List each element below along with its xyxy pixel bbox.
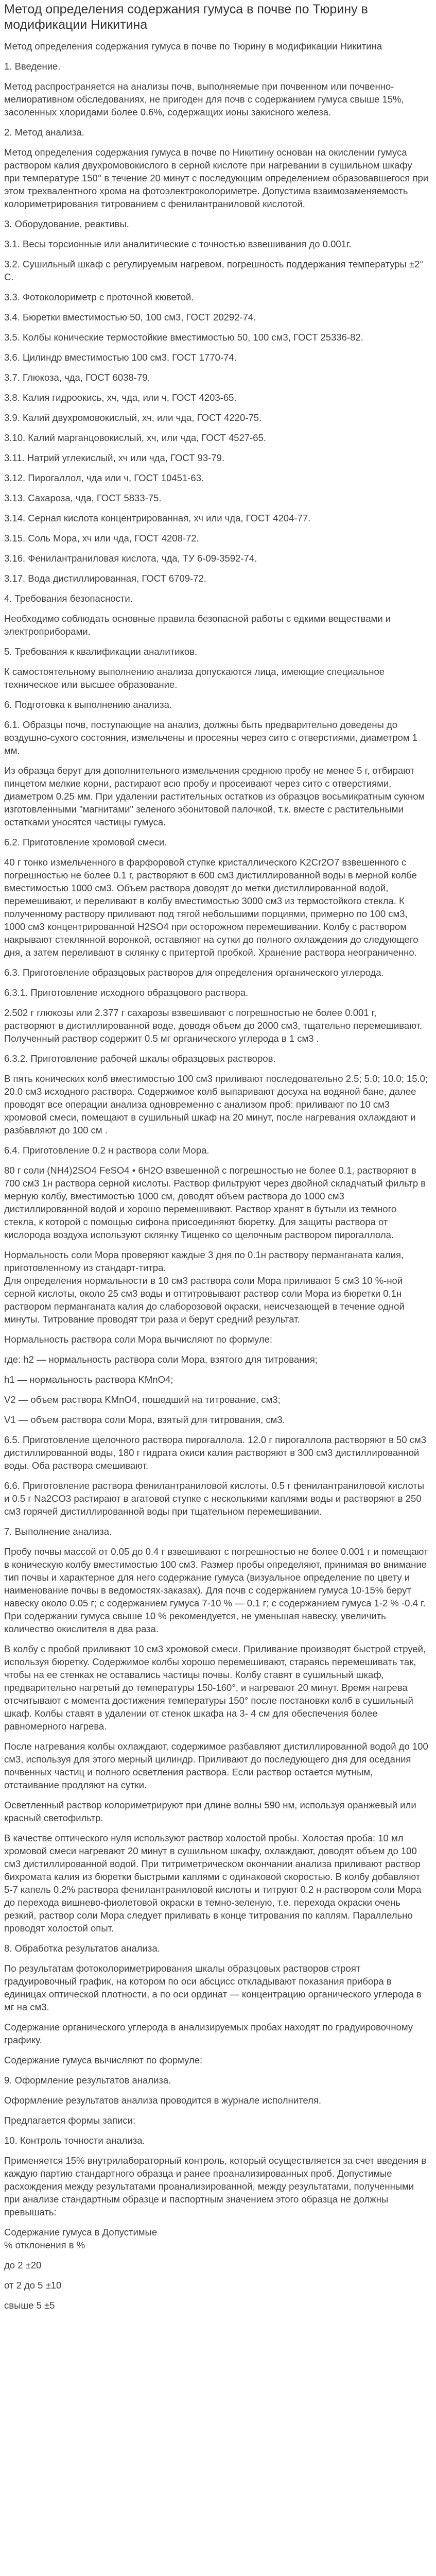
paragraph: Содержание гумуса в Допустимые % отклонения в % [4, 2227, 158, 2250]
paragraph: 1. Введение. [4, 61, 61, 72]
paragraph: В пять конических колб вместимостью 100 см3 приливают последовательно 2.5; 5.0; 10.0; 15.0; 20.0 см3 исходного раствора. Содержимое колб выпаривают досуха на водяной бане, далее проводят все операции анализа одновременно с анализом проб: приливают по 10 см3 хромовой смеси, помещают в сушильный шкаф на 20 минут, после нагревания охлаждают и разбавляют до 100 см . [4, 1073, 428, 1136]
document-body [4, 40, 429, 2312]
paragraph: 3.13. Сахароза, чда, ГОСТ 5833-75. [4, 493, 162, 503]
paragraph: до 2 ±20 [4, 2260, 42, 2270]
paragraph: Из образца берут для дополнительного измельчения среднюю пробу не менее 5 г, отбирают пинцетом мелкие корни, растирают всю пробу и просеивают через сито с отверстиями, диаметром 0.25 мм. При удалении растительных остатков из образцов восьмикратным сукном изготовленными "магнитами" зеленого эбонитовой палочкой, т.к. вместе с растительными остатками уносятся частицы гумуса. [4, 765, 425, 827]
paragraph: 9. Оформление результатов анализа. [4, 2075, 171, 2086]
paragraph: 3.12. Пирогаллол, чда или ч, ГОСТ 10451-63. [4, 472, 204, 483]
paragraph: свыше 5 ±5 [4, 2300, 55, 2311]
paragraph: 80 г соли (NH4)2SO4 FeSO4 • 6H2O взвешенной с погрешностью не более 0.1, растворяют в 700 см3 1н раствора серной кислоты. Раствор фильтруют через двойной складчатый фильтр в мерную колбу, вместимостью 1000 см, доводят объем раствора до 1000 см3 дистиллированной водой и хорошо перемешивают. Раствор хранят в бутыли из темного стекла, к которой с помощью сифона присоединяют бюретку. Для защиты раствора от кислорода воздуха используют склянку Тищенко со щелочным раствором пирогаллола. [4, 1165, 426, 1240]
paragraph: 6.3. Приготовление образцовых растворов для определения органического углерода. [4, 967, 384, 978]
paragraph: В колбу с пробой приливают 10 см3 хромовой смеси. Приливание производят быстрой струей, используя бюретку. Содержимое колбы хорошо перемешивают, стараясь перемешивать так, чтобы на ее стенках не оставались частицы почвы. Колбу ставят в сушильный шкаф, предварительно нагретый до температуры 150-160°, и нагревают 20 минут. Время нагрева отсчитывают с момента достижения температуры 150° после постановки колб в сушильный шкаф. Колбы ставят в удалении от стенок шкафа на 3- 4 см для обеспечения более равномерного нагрева. [4, 1643, 426, 1732]
paragraph: Метод определения содержания гумуса в почве по Никитину основан на окислении гумуса раствором калия двухромовокислого в серной кислоте при нагревании в сушильном шкафу при температуре 150° в течение 20 минут с последующим определением образовавшегося при этом трехвалентного хрома на фотоэлектроколориметре. Допустима взаимозаменяемость колориметрирования титрованием с фенилантраниловой кислотой. [4, 147, 429, 209]
paragraph: 7. Выполнение анализа. [4, 1526, 112, 1537]
paragraph: 3.16. Фенилантраниловая кислота, чда, ТУ 6-09-3592-74. [4, 553, 257, 564]
paragraph: 3.17. Вода дистиллированная, ГОСТ 6709-72. [4, 573, 206, 584]
paragraph: 3.1. Весы торсионные или аналитические с точностью взвешивания до 0.001г. [4, 239, 352, 249]
paragraph: Оформление результатов анализа проводится в журнале исполнителя. [4, 2095, 321, 2106]
paragraph: Нормальность раствора соли Мора вычисляют по формуле: [4, 1334, 273, 1345]
paragraph: Метод распространяется на анализы почв, выполняемые при почвенном или почвенно-мелиоративном обследованиях, не пригоден для почв с содержанием гумуса свыше 15%, засоленных хлоридами более 0.6%, содержащих ионы закисного железа. [4, 81, 404, 117]
paragraph: Осветленный раствор колориметрируют при длине волны 590 нм, используя оранжевый или красный светофильтр. [4, 1800, 416, 1823]
paragraph: Необходимо соблюдать основные правила безопасной работы с едкими веществами и электроприборами. [4, 613, 391, 637]
paragraph: 3.4. Бюретки вместимостью 50, 100 см3, ГОСТ 20292-74. [4, 312, 256, 323]
paragraph: 3.6. Цилиндр вместимостью 100 см3, ГОСТ 1770-74. [4, 352, 237, 363]
paragraph: 6.2. Приготовление хромовой смеси. [4, 837, 167, 848]
paragraph: 5. Требования к квалификации аналитиков. [4, 646, 198, 657]
paragraph: Предлагается формы записи: [4, 2115, 136, 2126]
paragraph: h1 — нормальность раствора KMnO4; [4, 1374, 173, 1385]
paragraph: 3.10. Калий марганцовокислый, хч, или чда, ГОСТ 4527-65. [4, 432, 267, 443]
paragraph: 6.4. Приготовление 0.2 н раствора соли Мора. [4, 1145, 210, 1156]
paragraph: 3.3. Фотоколориметр с проточной кюветой. [4, 292, 194, 302]
paragraph: V2 — объем раствора KMnO4, пошедший на титрование, см3; [4, 1394, 281, 1405]
paragraph: 6.1. Образцы почв, поступающие на анализ, должны быть предварительно доведены до воздушно-сухого состояния, измельчены и просеяны через сито с отверстиями, диаметром 1 мм. [4, 719, 417, 756]
paragraph: Пробу почвы массой от 0.05 до 0.4 г взвешивают с погрешностью не более 0.001 г и помещают в коническую колбу вместимостью 100 см3. Размер пробы определяют, принимая во внимание тип почвы и характерное для него содержание гумуса (визуальное определение по цвету и наименование почвы в ведомостях-заказах). Для почв с содержанием гумуса 10-15% берут навеску около 0.05 г; с содержанием гумуса 7-10 % — 0.1 г; с содержанием гумуса 1-2 % -0.4 г. При содержании гумуса свыше 10 % рекомендуется, не уменьшая навеску, увеличить количество окислителя в два раза. [4, 1546, 428, 1634]
paragraph: 3.2. Сушильный шкаф с регулируемым нагревом, погрешность поддержания температуры ±2° С. [4, 259, 424, 282]
paragraph: Метод определения содержания гумуса в почве по Тюрину в модификации Никитина [4, 41, 382, 52]
paragraph: 8. Обработка результатов анализа. [4, 1943, 160, 1954]
paragraph: 6. Подготовка к выполнению анализа. [4, 699, 172, 710]
paragraph: 3.14. Серная кислота концентрированная, хч или чда, ГОСТ 4204-77. [4, 513, 311, 523]
paragraph: 2.502 г глюкозы или 2.377 г сахарозы взвешивают с погрешностью не более 0.001 г, растворяют в дистиллированной воде, доводя объем до 2000 см3, тщательно перемешивают. Полученный раствор содержит 0.5 мг органического углерода в 1 см3 . [4, 1007, 423, 1044]
paragraph: 3.7. Глюкоза, чда, ГОСТ 6038-79. [4, 372, 150, 383]
paragraph: 3.5. Колбы конические термостойкие вместимостью 50, 100 см3, ГОСТ 25336-82. [4, 332, 363, 343]
paragraph: Применяется 15% внутрилабораторный контроль, который осуществляется за счет введения в каждую партию стандартного образца и ранее проанализированных проб. Допустимые расхождения между результатами проанализированной, между результатами, полученными при анализе стандартным образце и паспортным значением этого образца не должны превышать: [4, 2155, 427, 2217]
paragraph: 10. Контроль точности анализа. [4, 2135, 145, 2146]
paragraph: Содержание органического углерода в анализируемых пробах находят по градуировочному графику. [4, 2022, 413, 2045]
paragraph: 3. Оборудование, реактивы. [4, 218, 129, 229]
paragraph: Содержание гумуса вычисляют по формуле: [4, 2055, 203, 2065]
paragraph: 6.6. Приготовление раствора фенилантраниловой кислоты. 0.5 г фенилантраниловой кислоты и 0.5 г Na2CO3 растирают в агатовой ступке с несколькими каплями воды и растворяют в 250 см3 горячей дистиллированной воды при тщательном перемешивании. [4, 1480, 425, 1517]
paragraph: После нагревания колбы охлаждают, содержимое разбавляют дистиллированной водой до 100 см3, используя для этого мерный цилиндр. Приливают до последующего дня для оседания почвенных частиц и полного осветления раствора. Если раствор остается мутным, отстаивание продляют на сутки. [4, 1741, 428, 1790]
paragraph: 6.5. Приготовление щелочного раствора пирогаллола. 12.0 г пирогаллола растворяют в 50 см3 дистиллированной воды, 180 г гидрата окиси калия растворяют в 300 см3 дистиллированной воды. Оба раствора смешивают. [4, 1434, 427, 1471]
page-title: Метод определения содержания гумуса в почве по Тюрину в модификации Никитина [4, 2, 368, 32]
paragraph: где: h2 — нормальность раствора соли Мора, взятого для титрования; [4, 1354, 318, 1365]
paragraph: Нормальность соли Мора проверяют каждые 3 дня по 0.1н раствору перманганата калия, приготовленному из стандарт-титра. Для определения нормальности в 10 см3 раствора соли Мора приливают 5 см3 10 %-ной серной кислоты, около 25 см3 воды и оттитровывают раствор соли Мора из бюретки 0.1н раствором перманганата калия до слаборозовой окраски, неисчезающей в течение одной минуты. Титрование проводят три раза и берут средний результат. [4, 1249, 405, 1325]
paragraph: 3.9. Калий двухромовокислый, хч, или чда, ГОСТ 4220-75. [4, 412, 262, 423]
paragraph: V1 — объем раствора соли Мора, взятый для титрования, см3. [4, 1414, 285, 1425]
paragraph: 6.3.1. Приготовление исходного образцового раствора. [4, 987, 249, 998]
paragraph: от 2 до 5 ±10 [4, 2280, 62, 2291]
paragraph: 6.3.2. Приготовление рабочей шкалы образцовых растворов. [4, 1053, 276, 1064]
paragraph: 4. Требования безопасности. [4, 593, 133, 604]
paragraph: К самостоятельному выполнению анализа допускаются лица, имеющие специальное техническое или высшее образование. [4, 666, 385, 690]
paragraph: 40 г тонко измельченного в фарфоровой ступке кристаллического K2Cr2O7 взвешенного с погрешностью не более 0.1 г, растворяют в 600 см3 дистиллированной воды в мерной колбе вместимостью 1000 см3. Объем раствора доводят до метки дистиллированной водой, перемешивают, и переливают в колбу вместимостью 3000 см3 из термостойкого стекла. К полученному раствору приливают под тягой небольшими порциями, примерно по 100 см3, 1000 см3 концентрированной H2SO4 при осторожном перемешивании. Колбу с раствором накрывают стеклянной воронкой, оставляют на сутки до полного охлаждения до следующего дня, а затем переливают в склянку с притертой пробкой. Хранение раствора неограниченно. [4, 857, 418, 958]
paragraph: В качестве оптического нуля используют раствор холостой пробы. Холостая проба: 10 мл хромовой смеси нагревают 20 минут в сушильном шкафу, охлаждают, доводят объем до 100 см3 дистиллированной водой. При титриметрическом окончании анализа приливают раствор бихромата калия из бюретки быстрыми каплями с одинаковой скоростью. В колбу добавляют 5-7 капель 0.2% раствора фенилантраниловой кислоты и титруют 0.2 н раствором соли Мора до перехода вишнево-фиолетовой окраски в темно-зеленую, т.е. перехода окраски очень резкий, раствор соли Мора следует приливать в конце титрования по каплям. Параллельно проводят холостой опыт. [4, 1833, 422, 1934]
paragraph: 2. Метод анализа. [4, 127, 84, 138]
paragraph: 3.15. Соль Мора, хч или чда, ГОСТ 4208-72. [4, 533, 199, 544]
paragraph: 3.11. Натрий углекислый, хч или чда, ГОСТ 93-79. [4, 452, 225, 463]
paragraph: По результатам фотоколориметрирования шкалы образцовых растворов строят градуировочный график, на котором по оси абсцисс откладывают показания прибора в единицах оптической плотности, а по оси ординат — концентрацию органического углерода в мг на см3. [4, 1963, 422, 2012]
paragraph: 3.8. Калия гидроокись, хч, чда, или ч, ГОСТ 4203-65. [4, 392, 237, 403]
